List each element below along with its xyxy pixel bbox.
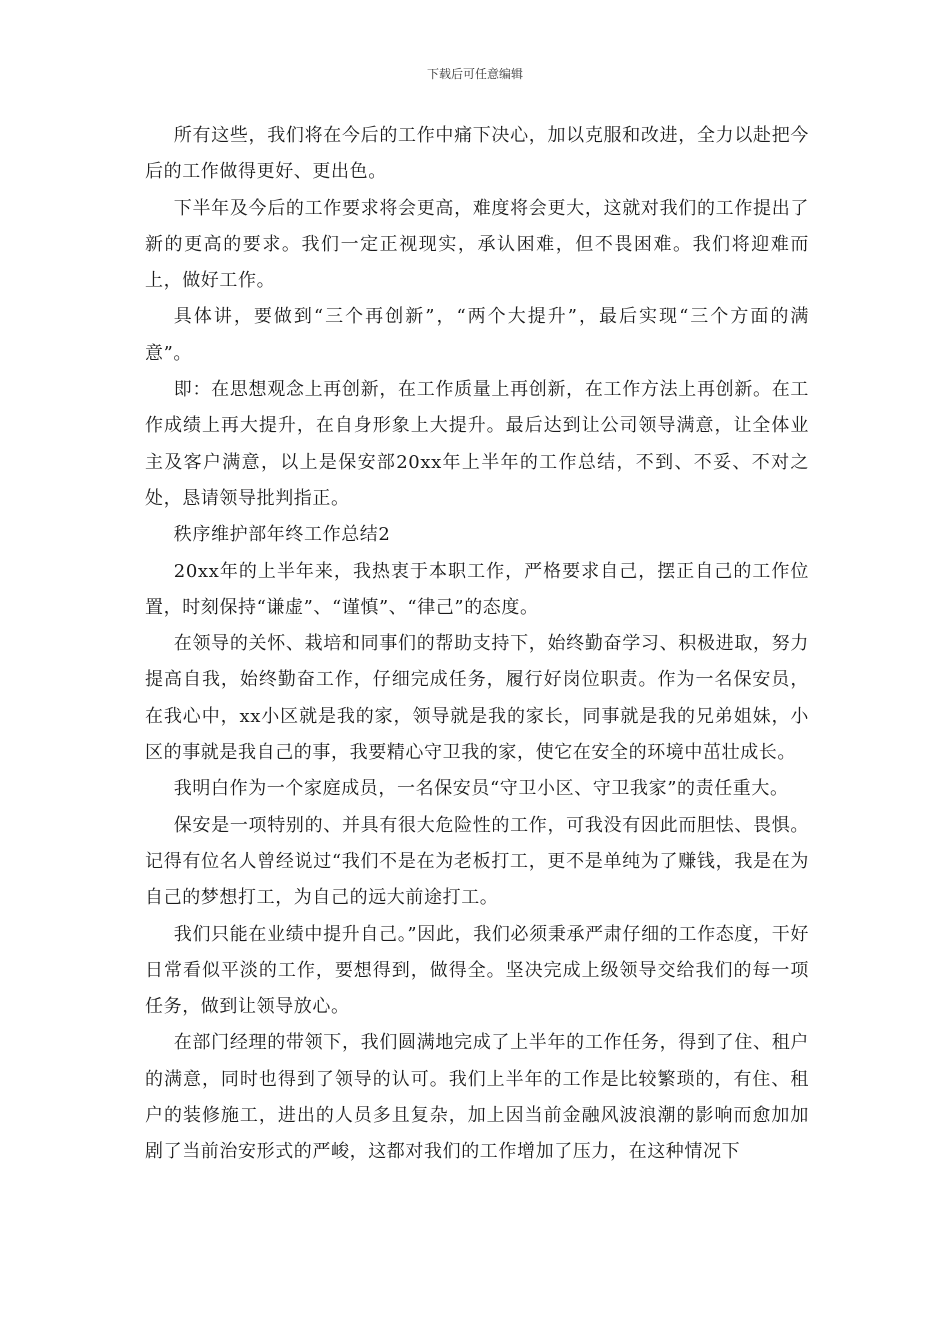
paragraph-3: 具体讲，要做到“三个再创新”，“两个大提升”，最后实现“三个方面的满意”。 [145, 306, 809, 364]
page-header: 下载后可任意编辑 [426, 67, 523, 81]
paragraph-2: 下半年及今后的工作要求将会更高，难度将会更大，这就对我们的工作提出了新的更高的要求。我们一定正视现实，承认困难，但不畏困难。我们将迎难而上，做好工作。 [145, 197, 809, 292]
paragraph-9: 我们只能在业绩中提升自己。”因此，我们必须秉承严肃仔细的工作态度，干好日常看似平淡的工作，要想得到，做得全。坚决完成上级领导交给我们的每一项任务，做到让领导放心。 [145, 923, 809, 1018]
paragraph-1: 所有这些，我们将在今后的工作中痛下决心，加以克服和改进，全力以赴把今后的工作做得更好、更出色。 [145, 125, 809, 183]
paragraph-6: 在领导的关怀、栽培和同事们的帮助支持下，始终勤奋学习、积极进取，努力提高自我，始终勤奋工作，仔细完成任务，履行好岗位职责。作为一名保安员，在我心中，xx小区就是我的家，领导就是我的家长，同事就是我的兄弟姐妹，小区的事就是我自己的事，我要精心守卫我的家，使它在安全的环境中茁壮成长。 [145, 633, 809, 764]
section-heading: 秩序维护部年终工作总结2 [173, 524, 391, 546]
paragraph-7: 我明白作为一个家庭成员，一名保安员“守卫小区、守卫我家”的责任重大。 [173, 778, 789, 800]
paragraph-4: 即：在思想观念上再创新，在工作质量上再创新，在工作方法上再创新。在工作成绩上再大提升，在自身形象上大提升。最后达到让公司领导满意，让全体业主及客户满意，以上是保安部20xx年上半年的工作总结，不到、不妥、不对之处，恳请领导批判指正。 [145, 379, 809, 509]
paragraph-8: 保安是一项特别的、并具有很大危险性的工作，可我没有因此而胆怯、畏惧。记得有位名人曾经说过“我们不是在为老板打工，更不是单纯为了赚钱，我是在为自己的梦想打工，为自己的远大前途打工。 [145, 814, 809, 909]
paragraph-5: 20xx年的上半年来，我热衷于本职工作，严格要求自己，摆正自己的工作位置，时刻保持“谦虚”、“谨慎”、“律己”的态度。 [145, 560, 809, 618]
paragraph-10: 在部门经理的带领下，我们圆满地完成了上半年的工作任务，得到了住、租户的满意，同时也得到了领导的认可。我们上半年的工作是比较繁琐的，有住、租户的装修施工，进出的人员多且复杂，加上因当前金融风波浪潮的影响而愈加加剧了当前治安形式的严峻，这都对我们的工作增加了压力，在这种情况下 [145, 1032, 809, 1163]
document-body [145, 118, 809, 1171]
